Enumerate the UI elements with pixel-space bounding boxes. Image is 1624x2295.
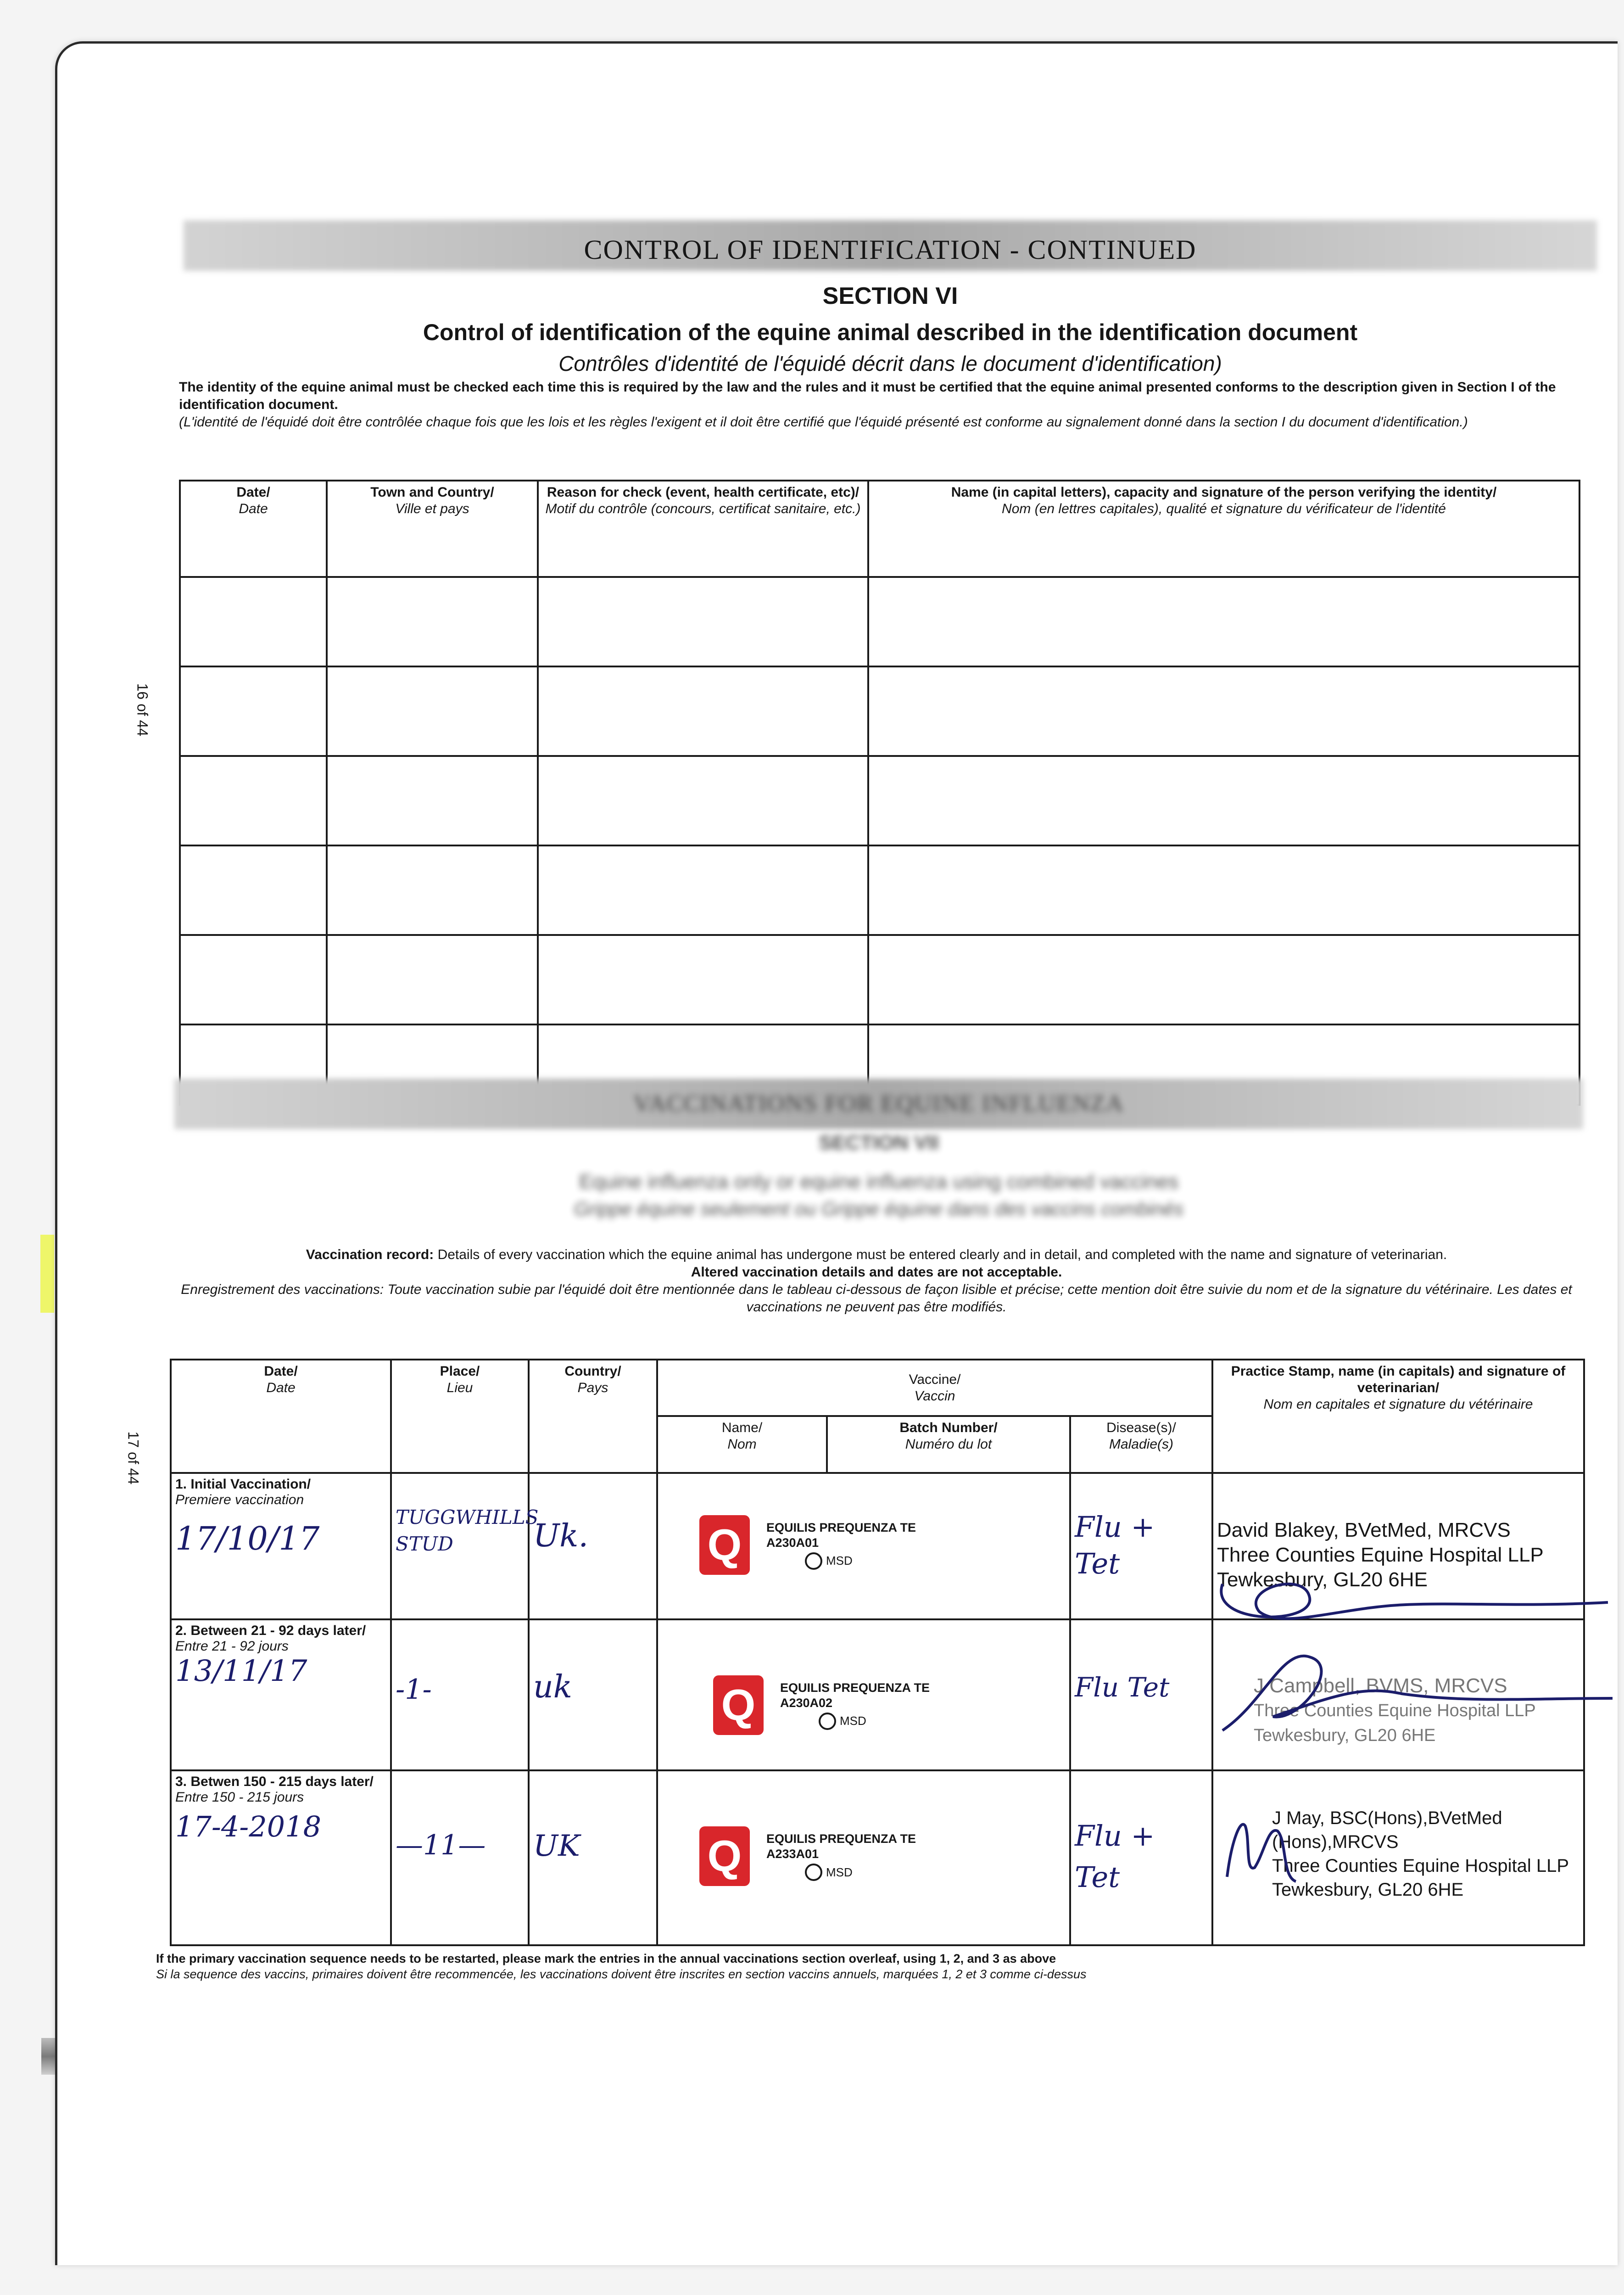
table-cell[interactable]	[538, 756, 868, 845]
table-row	[171, 1619, 1584, 1770]
table-cell[interactable]	[327, 756, 538, 845]
table-cell[interactable]	[868, 577, 1579, 666]
record-fr: Toute vaccination subie par l'équidé doit être mentionnée dans le tableau ci-dessous de façon lisible et précise; cette mention doit être suivie du nom et de la signature du vétérinaire. Les dates et vaccinations ne peuvent pas être modifiés.	[387, 1282, 1572, 1315]
sticker-name: EQUILIS PREQUENZA TE	[766, 1832, 916, 1846]
table-cell[interactable]	[327, 845, 538, 935]
col-town-fr: Ville et pays	[395, 501, 469, 516]
msd-logo	[819, 1713, 930, 1730]
col-vaccine-en: Vaccine/	[909, 1371, 961, 1387]
q-logo-icon: Q	[699, 1826, 750, 1886]
section6-label: SECTION VI	[822, 283, 958, 309]
page-number-upper: 16 of 44	[134, 683, 151, 737]
col-vacc-date-en: Date/	[264, 1364, 298, 1379]
col-country	[529, 1360, 657, 1473]
vaccination-date: 17-4-2018	[175, 1810, 322, 1844]
q-logo-icon: Q	[699, 1515, 750, 1575]
row-label-en: 2. Between 21 - 92 days later/	[175, 1623, 366, 1638]
vet-practice: Three Counties Equine Hospital LLP	[1254, 1701, 1536, 1720]
col-vaccine-name-fr: Nom	[727, 1437, 757, 1452]
place-cell	[391, 1770, 529, 1945]
signature-3	[1218, 1799, 1310, 1891]
vet-practice: Three Counties Equine Hospital LLP	[1272, 1856, 1569, 1876]
q-logo-icon: Q	[713, 1675, 764, 1735]
section6-instructions	[179, 379, 1574, 431]
msd-logo	[805, 1864, 916, 1881]
col-batch	[827, 1416, 1070, 1472]
row-label-fr: Entre 21 - 92 jours	[175, 1638, 289, 1654]
instructions-fr: (L'identité de l'équidé doit être contrôlée chaque fois que les lois et les règles l'exigent et il doit être certifié que l'équidé présenté est conforme au signalement donné dans la section I du document d'identification.)	[179, 414, 1468, 430]
col-country-fr: Pays	[577, 1380, 608, 1395]
table-row	[180, 845, 1579, 935]
col-place	[391, 1360, 529, 1473]
col-country-en: Country/	[564, 1364, 621, 1379]
instructions-en: The identity of the equine animal must be checked each time this is required by the law and the rules and it must be certified that the equine animal presented conforms to the description given in Section I of the identification document.	[179, 380, 1556, 412]
col-disease-en: Disease(s)/	[1106, 1420, 1176, 1436]
signature-1	[1204, 1556, 1617, 1630]
col-date-fr: Date	[239, 501, 268, 516]
vet-name: David Blakey, BVetMed, MRCVS	[1217, 1518, 1511, 1541]
section6-headline: CONTROL OF IDENTIFICATION - CONTINUED	[584, 235, 1197, 265]
vet-name: J Campbell, BVMS, MRCVS	[1254, 1674, 1507, 1697]
col-vet-en: Practice Stamp, name (in capitals) and signature of veterinarian/	[1231, 1364, 1566, 1395]
col-verifier	[868, 481, 1579, 577]
table-row	[180, 577, 1579, 666]
vet-cell	[1212, 1770, 1584, 1945]
vaccination-record-text	[179, 1246, 1574, 1316]
table-cell[interactable]	[180, 845, 327, 935]
col-verifier-en: Name (in capital letters), capacity and signature of the person verifying the identity/	[951, 485, 1497, 500]
table-cell[interactable]	[180, 756, 327, 845]
section7-headline: VACCINATIONS FOR EQUINE INFLUENZA	[633, 1091, 1124, 1117]
msd-mark-icon	[819, 1713, 836, 1730]
vet-cell	[1212, 1619, 1584, 1770]
section7-label: SECTION VII	[819, 1131, 939, 1154]
identity-check-table	[179, 480, 1580, 1106]
place-value: -1-	[396, 1673, 432, 1706]
col-vaccine-name-en: Name/	[721, 1420, 763, 1436]
footnote-fr: Si la sequence des vaccins, primaires doivent être recommencée, les vaccinations doivent être inscrites en section vaccins annuels, marquées 1, 2 et 3 comme ci-dessus	[156, 1967, 1087, 1981]
vaccine-sticker-cell	[657, 1473, 1070, 1619]
table-cell[interactable]	[327, 666, 538, 756]
vet-address: Tewkesbury, GL20 6HE	[1272, 1880, 1464, 1900]
country-value: Uk.	[533, 1517, 589, 1554]
col-reason-en: Reason for check (event, health certificate, etc)/	[547, 485, 859, 500]
record-fr-label: Enregistrement des vaccinations:	[181, 1282, 384, 1297]
col-vaccine-name	[657, 1416, 827, 1472]
place-value: TUGGWHILLS STUD	[396, 1506, 539, 1555]
row-label	[171, 1473, 391, 1619]
disease-value: Flu Tet	[1075, 1671, 1170, 1703]
col-place-fr: Lieu	[446, 1380, 473, 1395]
vet-address: Tewkesbury, GL20 6HE	[1254, 1725, 1436, 1745]
section7-title-fr: Grippe équine seulement ou Grippe équine dans des vaccins combinés	[574, 1198, 1184, 1220]
table-cell[interactable]	[180, 935, 327, 1024]
disease-cell	[1070, 1473, 1212, 1619]
table-row	[171, 1473, 1584, 1619]
country-cell	[529, 1473, 657, 1619]
col-date-en: Date/	[236, 485, 270, 500]
vaccination-date: 13/11/17	[175, 1654, 307, 1688]
col-town	[327, 481, 538, 577]
table-row	[180, 935, 1579, 1024]
vet-practice: Three Counties Equine Hospital LLP	[1217, 1543, 1544, 1566]
table-cell[interactable]	[180, 666, 327, 756]
section7-title-en: Equine influenza only or equine influenza using combined vaccines	[579, 1170, 1179, 1193]
sticker-batch: A230A02	[780, 1696, 833, 1710]
msd-text: MSD	[826, 1865, 853, 1879]
signature-2	[1209, 1629, 1622, 1749]
sticker-name: EQUILIS PREQUENZA TE	[766, 1520, 916, 1534]
footnote	[156, 1951, 1579, 1982]
sticker-batch: A233A01	[766, 1847, 819, 1861]
table-cell[interactable]	[868, 845, 1579, 935]
row-label-fr: Premiere vaccination	[175, 1492, 304, 1507]
col-vacc-date	[171, 1360, 391, 1473]
row-label-en: 3. Betwen 150 - 215 days later/	[175, 1774, 374, 1790]
col-batch-en: Batch Number/	[899, 1420, 998, 1436]
col-disease-fr: Maladie(s)	[1109, 1437, 1174, 1452]
vet-name: J May, BSC(Hons),BVetMed (Hons),MRCVS	[1272, 1808, 1502, 1853]
table-row	[171, 1770, 1584, 1945]
row-label-en: 1. Initial Vaccination/	[175, 1476, 311, 1492]
row-label	[171, 1619, 391, 1770]
col-vacc-date-fr: Date	[266, 1380, 296, 1395]
place-cell	[391, 1619, 529, 1770]
col-verifier-fr: Nom (en lettres capitales), qualité et signature du vérificateur de l'identité	[1002, 501, 1446, 516]
col-vaccine-fr: Vaccin	[914, 1388, 955, 1404]
record-label: Vaccination record:	[306, 1247, 434, 1262]
col-vet-fr: Nom en capitales et signature du vétérinaire	[1263, 1397, 1533, 1412]
msd-mark-icon	[805, 1552, 822, 1570]
vaccine-sticker	[699, 1511, 984, 1579]
col-batch-fr: Numéro du lot	[905, 1437, 992, 1452]
table-cell[interactable]	[538, 935, 868, 1024]
table-cell[interactable]	[868, 756, 1579, 845]
record-en2: Altered vaccination details and dates are not acceptable.	[691, 1265, 1062, 1280]
footnote-en: If the primary vaccination sequence needs to be restarted, please mark the entries in the annual vaccinations section overleaf, using 1, 2, and 3 as above	[156, 1952, 1056, 1965]
sticker-name: EQUILIS PREQUENZA TE	[780, 1680, 930, 1695]
table-cell[interactable]	[327, 577, 538, 666]
country-cell	[529, 1619, 657, 1770]
country-cell	[529, 1770, 657, 1945]
table-cell[interactable]	[327, 935, 538, 1024]
disease-value: Flu + Tet	[1075, 1510, 1155, 1580]
page-number-lower: 17 of 44	[125, 1431, 142, 1485]
msd-logo	[805, 1552, 916, 1570]
table-row	[180, 666, 1579, 756]
place-value: —11—	[396, 1829, 486, 1862]
msd-text: MSD	[840, 1714, 866, 1728]
col-reason	[538, 481, 868, 577]
col-place-en: Place/	[440, 1364, 480, 1379]
row-label	[171, 1770, 391, 1945]
table-cell[interactable]	[868, 666, 1579, 756]
vaccination-date: 17/10/17	[175, 1519, 320, 1557]
table-row	[180, 756, 1579, 845]
msd-mark-icon	[805, 1864, 822, 1881]
disease-value: Flu + Tet	[1075, 1819, 1155, 1894]
vaccine-sticker-cell	[657, 1619, 1070, 1770]
table-cell[interactable]	[538, 666, 868, 756]
col-vaccine	[657, 1360, 1212, 1416]
col-disease	[1070, 1416, 1212, 1472]
msd-text: MSD	[826, 1554, 853, 1568]
disease-cell	[1070, 1619, 1212, 1770]
table-cell[interactable]	[538, 577, 868, 666]
col-date	[180, 481, 327, 577]
col-vet	[1212, 1360, 1584, 1473]
table-cell[interactable]	[538, 845, 868, 935]
country-value: uk	[533, 1668, 572, 1705]
section6-title-fr: Contrôles d'identité de l'équidé décrit dans le document d'identification)	[558, 352, 1222, 375]
section6-title-en: Control of identification of the equine animal described in the identification document	[423, 319, 1358, 345]
col-reason-fr: Motif du contrôle (concours, certificat sanitaire, etc.)	[545, 501, 861, 516]
record-en: Details of every vaccination which the equine animal has undergone must be entered clearly and in detail, and completed with the name and signature of veterinarian.	[437, 1247, 1447, 1262]
highlighter-bleed	[40, 1235, 54, 1313]
vet-address: Tewkesbury, GL20 6HE	[1217, 1568, 1428, 1591]
table-cell[interactable]	[180, 577, 327, 666]
vaccine-sticker	[699, 1822, 984, 1891]
country-value: UK	[533, 1829, 580, 1864]
vaccine-sticker-cell	[657, 1770, 1070, 1945]
row-label-fr: Entre 150 - 215 jours	[175, 1790, 304, 1805]
vaccine-sticker	[713, 1671, 998, 1740]
place-cell	[391, 1473, 539, 1619]
vet-cell	[1212, 1473, 1584, 1619]
vaccination-table	[170, 1359, 1585, 1946]
col-town-en: Town and Country/	[370, 485, 494, 500]
sticker-batch: A230A01	[766, 1535, 819, 1550]
table-cell[interactable]	[868, 935, 1579, 1024]
disease-cell	[1070, 1770, 1212, 1945]
